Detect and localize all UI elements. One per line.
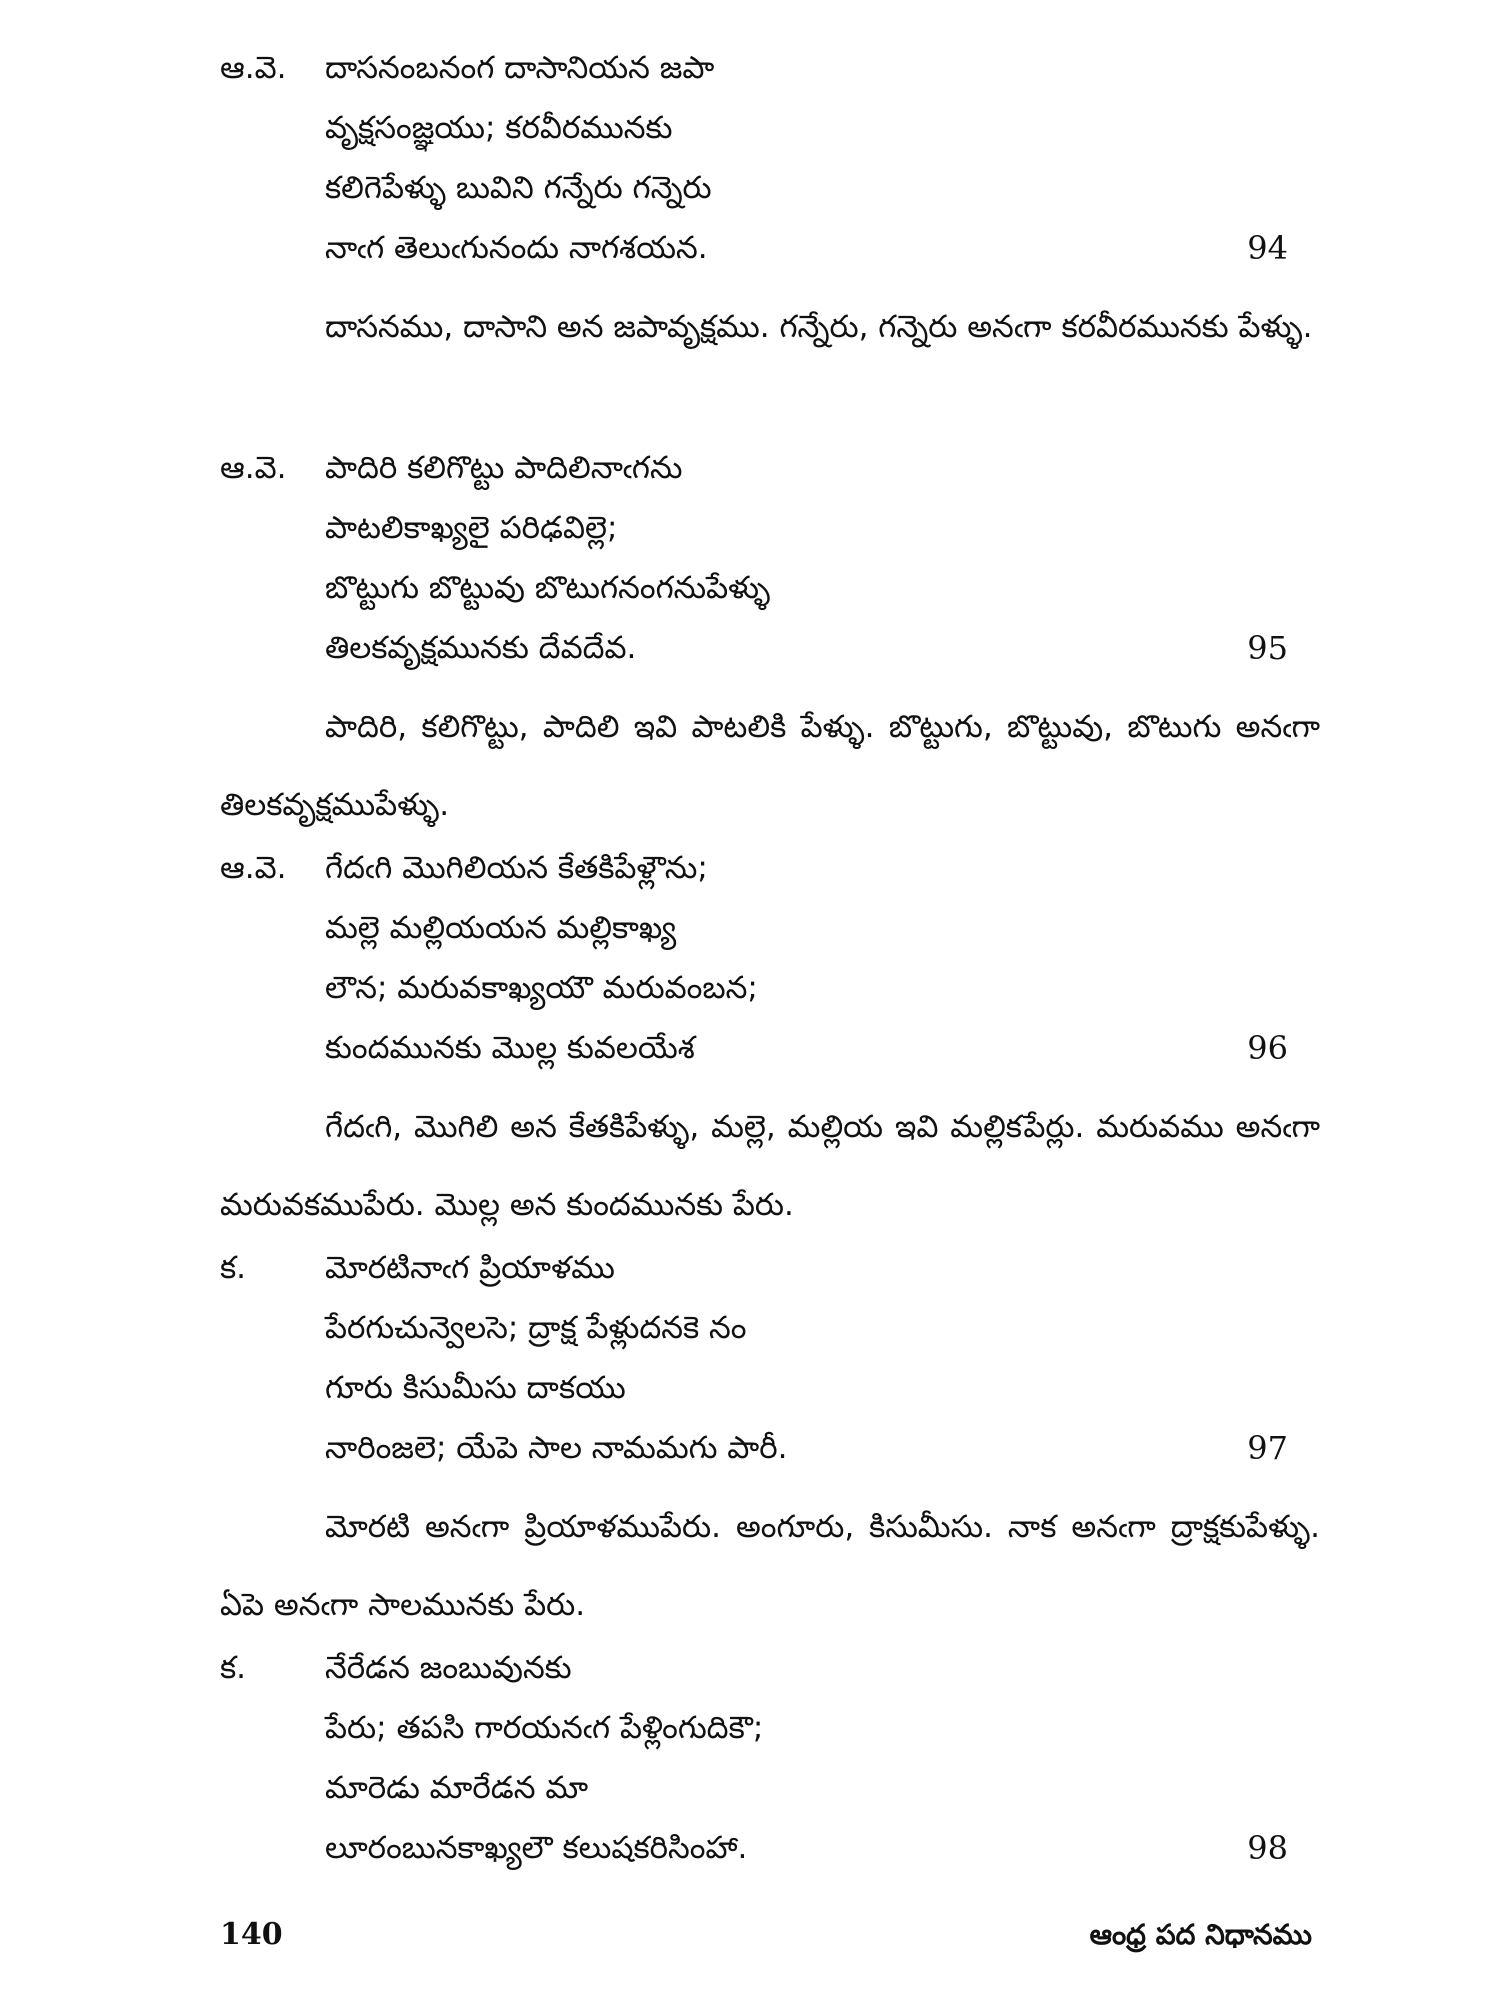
page-number: 140 bbox=[220, 1917, 283, 1952]
verse-meter: క. bbox=[220, 1650, 247, 1686]
page-footer bbox=[0, 1905, 1500, 1965]
verse-line: గేదఁగి మొగిలియన కేతకిపేళ్లౌను; bbox=[325, 850, 708, 886]
verse-meter: ఆ.వె. bbox=[220, 850, 287, 886]
verse-line: పాటలికాఖ్యలై పరిఢవిల్లె; bbox=[325, 510, 618, 546]
verse-line: మారెడు మారేడన మా bbox=[325, 1770, 589, 1806]
verse-number: 98 bbox=[1247, 1829, 1288, 1867]
verse-gloss: గేదఁగి, మొగిలి అన కేతకిపేళ్ళు, మల్లె, మల్లియ ఇవి మల్లికపేర్లు. మరువము అనఁగా మరువకముపేరు. మొల్ల అన కుందమునకు పేరు. bbox=[220, 1109, 1320, 1223]
verse-line: తిలకవృక్షమునకు దేవదేవ. bbox=[325, 630, 637, 666]
verse-line: గూరు కిసుమీసు దాకయు bbox=[325, 1370, 626, 1406]
verse-gloss: పాదిరి, కలిగొట్టు, పాదిలి ఇవి పాటలికి పేళ్ళు. బొట్టుగు, బొట్టువు, బొటుగు అనఁగా తిలకవృక్షముపేళ్ళు. bbox=[220, 709, 1320, 823]
verse-meter: క. bbox=[220, 1250, 247, 1286]
verse-line: దాసనంబనంగ దాసానియన జపా bbox=[325, 50, 715, 86]
verse-line: లౌన; మరువకాఖ్యయౌ మరువంబన; bbox=[325, 970, 758, 1006]
verse-line: నేరేడన జంబువునకు bbox=[325, 1650, 572, 1686]
verse-gloss: దాసనము, దాసాని అన జపావృక్షము. గన్నేరు, గన్నెరు అనఁగా కరవీరమునకు పేళ్ళు. bbox=[325, 309, 1313, 345]
verse-line: మోరటినాఁగ ప్రియాళము bbox=[325, 1250, 615, 1286]
verse-number: 94 bbox=[1247, 229, 1288, 267]
verse-line: మల్లె మల్లియయన మల్లికాఖ్య bbox=[325, 910, 677, 946]
verse-line: నాఁగ తెలుఁగునందు నాగశయన. bbox=[325, 230, 708, 266]
verse-line: బొట్టుగు బొట్టువు బొటుగనంగనుపేళ్ళు bbox=[325, 570, 771, 606]
verse-meter: ఆ.వె. bbox=[220, 50, 287, 86]
book-title: ఆంధ్ర పద నిధానము bbox=[1089, 1918, 1312, 1951]
verse-line: వృక్షసంజ్ఞయు; కరవీరమునకు bbox=[325, 110, 673, 146]
verse-line: పేరగుచున్వెలసె; ద్రాక్ష పేళ్లుదనకె నం bbox=[325, 1310, 747, 1346]
verse-line: పాదిరి కలిగొట్టు పాదిలినాఁగను bbox=[325, 450, 683, 486]
verse-gloss: మోరటి అనఁగా ప్రియాళముపేరు. అంగూరు, కిసుమీసు. నాక అనఁగా ద్రాక్షకుపేళ్ళు. ఏపె అనఁగా సాలమునకు పేరు. bbox=[220, 1509, 1320, 1623]
verse-line: నారింజలె; యేపె సాల నామమగు పారీ. bbox=[325, 1430, 788, 1466]
verse-number: 96 bbox=[1247, 1029, 1288, 1067]
verse-line: పేరు; తపసి గారయనఁగ పేళ్లింగుదికౌ; bbox=[325, 1710, 764, 1746]
verse-line: కలిగెపేళ్ళు బువిని గన్నేరు గన్నెరు bbox=[325, 170, 712, 206]
verse-number: 95 bbox=[1247, 629, 1288, 667]
verse-number: 97 bbox=[1247, 1429, 1288, 1467]
verse-line: లూరంబునకాఖ్యలౌ కలుషకరిసింహా. bbox=[325, 1830, 748, 1866]
verse-line: కుందమునకు మొల్ల కువలయేశ bbox=[325, 1030, 695, 1066]
verse-meter: ఆ.వె. bbox=[220, 450, 287, 486]
